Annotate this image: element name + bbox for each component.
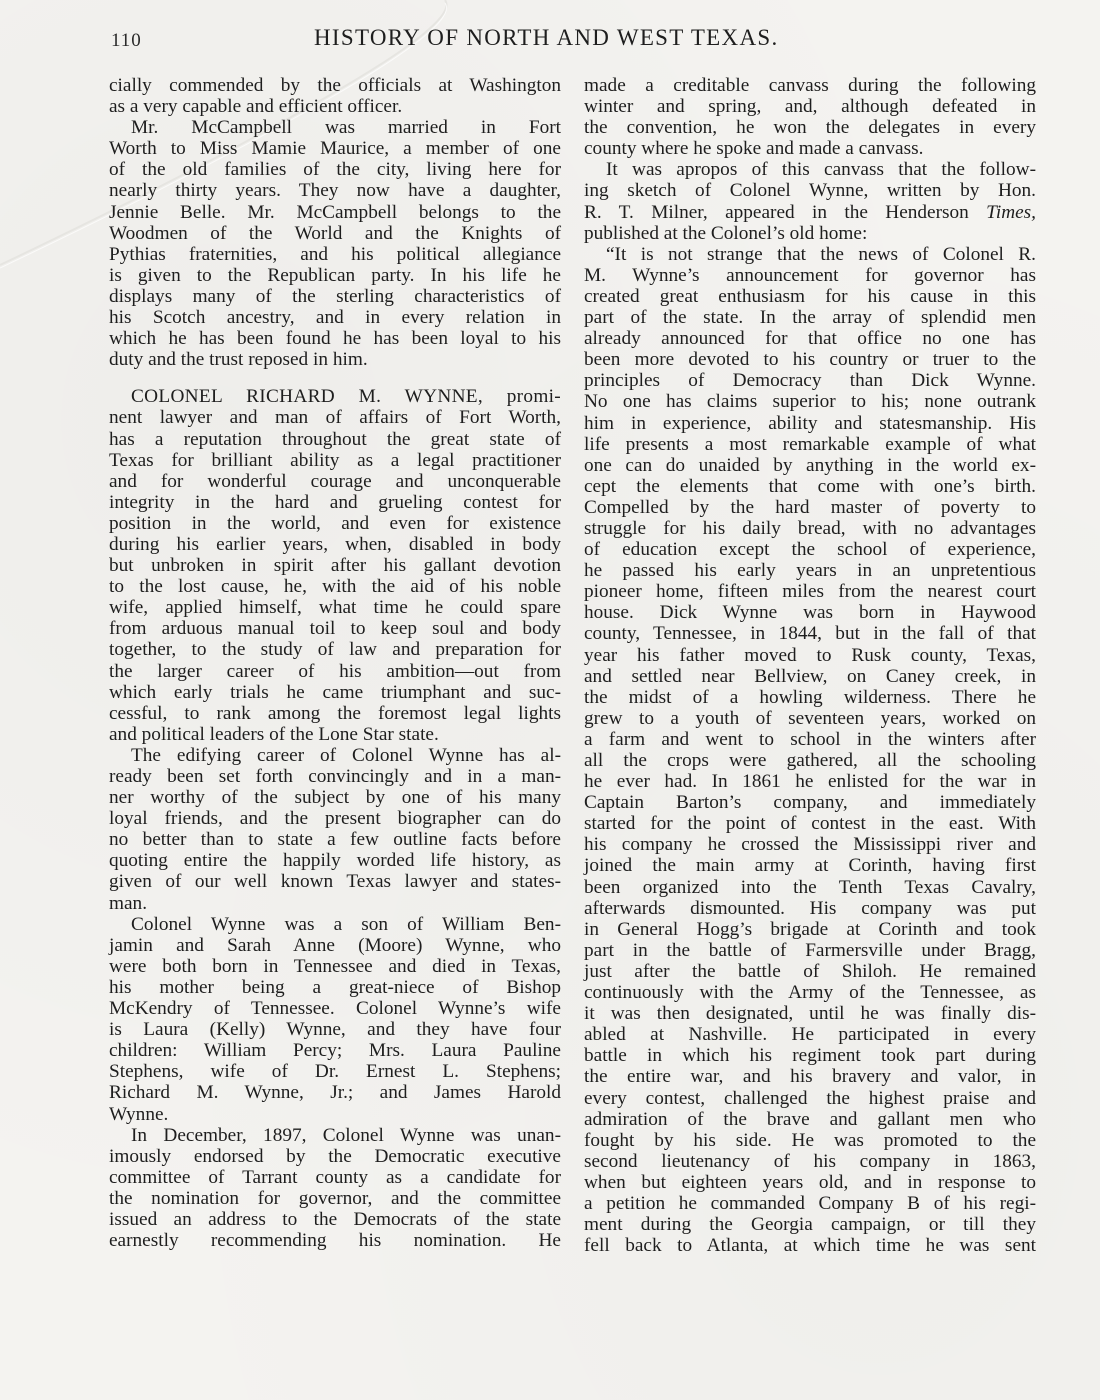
text-line: abled at Nashville. He participated in every [584, 1024, 1036, 1046]
text-line: position in the world, and even for existence [109, 512, 561, 534]
text-line: cially commended by the officials at Washington [109, 75, 561, 96]
text-line: pioneer home, fifteen miles from the nearest court [584, 581, 1036, 603]
text-line: nent lawyer and man of affairs of Fort Worth, [109, 407, 561, 429]
text-line: afterwards dismounted. His company was put [584, 897, 1036, 919]
text-line: county, Tennessee, in 1844, but in the fall of that [584, 623, 1036, 645]
text-line: Stephens, wife of Dr. Ernest L. Stephens; [109, 1061, 561, 1083]
text-line: is Laura (Kelly) Wynne, and they have four [109, 1019, 561, 1041]
text-line: McKendry of Tennessee. Colonel Wynne’s wife [109, 998, 561, 1020]
text-line: imously endorsed by the Democratic executive [109, 1145, 561, 1167]
text-line: no better than to state a few outline facts before [109, 829, 561, 851]
text-line: the entire war, and his bravery and valor, in [584, 1066, 1036, 1088]
text-line: it was then designated, until he was finally dis- [584, 1003, 1036, 1025]
text-line: The edifying career of Colonel Wynne has al- [131, 744, 561, 766]
text-line: man. [109, 892, 148, 914]
text-line: grew to a youth of seventeen years, worked on [584, 707, 1036, 729]
text-line: Worth to Miss Mamie Maurice, a member of one [109, 138, 561, 160]
text-line: and for wonderful courage and unconquerable [109, 470, 561, 492]
text-line: duty and the trust reposed in him. [109, 349, 368, 371]
text-line: admiration of the brave and gallant men who [584, 1108, 1036, 1130]
text-line: Colonel Wynne was a son of William Ben- [131, 913, 561, 935]
text-line: Jennie Belle. Mr. McCampbell belongs to the [109, 201, 561, 223]
text-line: his company he crossed the Mississippi river and [584, 834, 1036, 856]
text-line: No one has claims superior to his; none outrank [584, 391, 1036, 413]
text-line: ment during the Georgia campaign, or till they [584, 1214, 1036, 1236]
text-line: second lieutenancy of his company in 1863, [584, 1150, 1036, 1172]
page-number: 110 [111, 30, 142, 51]
text-line: he passed his early years in an unpretentious [584, 560, 1036, 582]
text-line: children: William Percy; Mrs. Laura Pauline [109, 1040, 561, 1062]
text-line: county where he spoke and made a canvass. [584, 138, 924, 160]
text-line: of education except the school of experience, [584, 539, 1036, 561]
text-line: Compelled by the hard master of poverty to [584, 496, 1036, 518]
text-line: nearly thirty years. They now have a daughter, [109, 180, 561, 202]
newspaper-title: Times, [986, 201, 1036, 223]
text-line: the larger career of his ambition—out from [109, 660, 561, 682]
text-line: is given to the Republican party. In his life he [109, 264, 561, 286]
text-line: year his father moved to Rusk county, Texas, [584, 644, 1036, 666]
text-line: committee of Tarrant county as a candidate for [109, 1166, 561, 1188]
text-line: battle in which his regiment took part during [584, 1045, 1036, 1067]
text-line: created great enthusiasm for his cause in this [584, 285, 1036, 307]
text-line: which early trials he came triumphant and suc- [109, 681, 561, 703]
text-line: Mr. McCampbell was married in Fort [131, 117, 561, 139]
text-line: all the crops were gathered, all the schooling [584, 750, 1036, 771]
text-line: Texas for brilliant ability as a legal practitioner [109, 449, 561, 471]
text-line: as a very capable and efficient officer. [109, 96, 403, 118]
text-line: wife, applied himself, what time he could spare [109, 597, 561, 619]
text-line: and settled near Bellview, on Caney creek, in [584, 665, 1036, 687]
text-line: just after the battle of Shiloh. He remained [584, 960, 1036, 982]
text-line: his mother being a great-niece of Bishop [109, 976, 561, 998]
text-line: displays many of the sterling characteristics of [109, 285, 561, 307]
text-line: joined the main army at Corinth, having first [584, 855, 1036, 877]
text-line: M. Wynne’s announcement for governor has [584, 264, 1036, 286]
text-line: him in experience, ability and statesmanship. His [584, 412, 1036, 434]
text-line: Captain Barton’s company, and immediately [584, 792, 1036, 814]
text-line: during his earlier years, when, disabled in body [109, 533, 561, 555]
text-line: made a creditable canvass during the following [584, 75, 1036, 96]
text-line: continuously with the Army of the Tennessee, as [584, 982, 1036, 1004]
text-line: jamin and Sarah Anne (Moore) Wynne, who [109, 934, 561, 956]
text-line: struggle for his daily bread, with no advantages [584, 517, 1036, 539]
section-gap [109, 370, 561, 386]
text-line: in General Hogg’s brigade at Corinth and took [584, 918, 1036, 940]
text-line: life presents a most remarkable example of what [584, 433, 1036, 455]
text-line: the nomination for governor, and the committee [109, 1187, 561, 1209]
text-line: he ever had. In 1861 he enlisted for the war in [584, 771, 1036, 793]
text-line: and political leaders of the Lone Star state. [109, 723, 439, 745]
quote-start-line: “It is not strange that the news of Colonel R. [606, 243, 1036, 265]
text-line: fought by his side. He was promoted to the [584, 1129, 1036, 1151]
text-line: ner worthy of the subject by one of his many [109, 787, 561, 809]
text-line: were both born in Tennessee and died in Texas, [109, 955, 561, 977]
text-line: Richard M. Wynne, Jr.; and James Harold [109, 1082, 561, 1104]
text-line: fell back to Atlanta, at which time he was sent [584, 1235, 1036, 1257]
text-line: ready been set forth convincingly and in a man- [109, 766, 561, 787]
text-line: already announced for that office no one has [584, 328, 1036, 350]
text-line: quoting entire the happily worded life history, as [109, 850, 561, 872]
text-line: house. Dick Wynne was born in Haywood [584, 602, 1036, 624]
running-title: HISTORY OF NORTH AND WEST TEXAS. [314, 25, 779, 50]
text-line: been organized into the Tenth Texas Cavalry, [584, 876, 1036, 898]
text-line: one can do unaided by anything in the world ex- [584, 454, 1036, 476]
text-line: integrity in the hard and grueling contest for [109, 491, 561, 513]
text-line: every contest, challenged the highest praise and [584, 1087, 1036, 1109]
text-line: Woodmen of the World and the Knights of [109, 222, 561, 244]
text-line: part in the battle of Farmersville under Bragg, [584, 939, 1036, 961]
text-line: Pythias fraternities, and his political allegiance [109, 243, 561, 265]
text-line: which he has been found he has been loyal to his [109, 328, 561, 350]
text-line: when but eighteen years old, and in response to [584, 1171, 1036, 1193]
text-line: earnestly recommending his nomination. He [109, 1230, 561, 1252]
text-line: ing sketch of Colonel Wynne, written by Hon. [584, 180, 1036, 202]
left-column [109, 75, 561, 1251]
text-line: issued an address to the Democrats of the state [109, 1208, 561, 1230]
text-line: Wynne. [109, 1103, 169, 1125]
text-line: started for the point of contest in the east. With [584, 813, 1036, 835]
text-line: has a reputation throughout the great state of [109, 428, 561, 450]
text-line: together, to the study of law and preparation for [109, 639, 561, 661]
text-line: a farm and went to school in the winters after [584, 728, 1036, 750]
text-segment: R. T. Milner, appeared in the Henderson [584, 201, 969, 223]
text-line: part of the state. In the array of splendid men [584, 307, 1036, 329]
text-line: winter and spring, and, although defeated in [584, 96, 1036, 118]
text-line: to the lost cause, he, with the aid of his noble [109, 576, 561, 598]
text-line: loyal friends, and the present biographer can do [109, 808, 561, 830]
section-heading-line: COLONEL RICHARD M. WYNNE, promi- [131, 386, 561, 408]
text-line-with-italic [584, 202, 1036, 223]
text-line: his Scotch ancestry, and in every relation in [109, 307, 561, 329]
right-column [584, 75, 1036, 1256]
text-line: principles of Democracy than Dick Wynne. [584, 370, 1036, 392]
text-line: from arduous manual toil to keep soul and body [109, 618, 561, 640]
text-line: the convention, he won the delegates in every [584, 117, 1036, 139]
text-line: the midst of a howling wilderness. There he [584, 686, 1036, 708]
text-line: but unbroken in spirit after his gallant devotion [109, 555, 561, 577]
text-line: been more devoted to his country or truer to the [584, 349, 1036, 371]
text-line: cessful, to rank among the foremost legal lights [109, 702, 561, 724]
text-line: cept the elements that come with one’s birth. [584, 475, 1036, 497]
text-line: a petition he commanded Company B of his regi- [584, 1192, 1036, 1214]
text-line: of the old families of the city, living here for [109, 159, 561, 181]
text-line: published at the Colonel’s old home: [584, 222, 868, 244]
text-line: given of our well known Texas lawyer and states- [109, 871, 561, 893]
text-line: In December, 1897, Colonel Wynne was unan- [131, 1124, 561, 1146]
text-line: It was apropos of this canvass that the follow- [606, 159, 1036, 181]
